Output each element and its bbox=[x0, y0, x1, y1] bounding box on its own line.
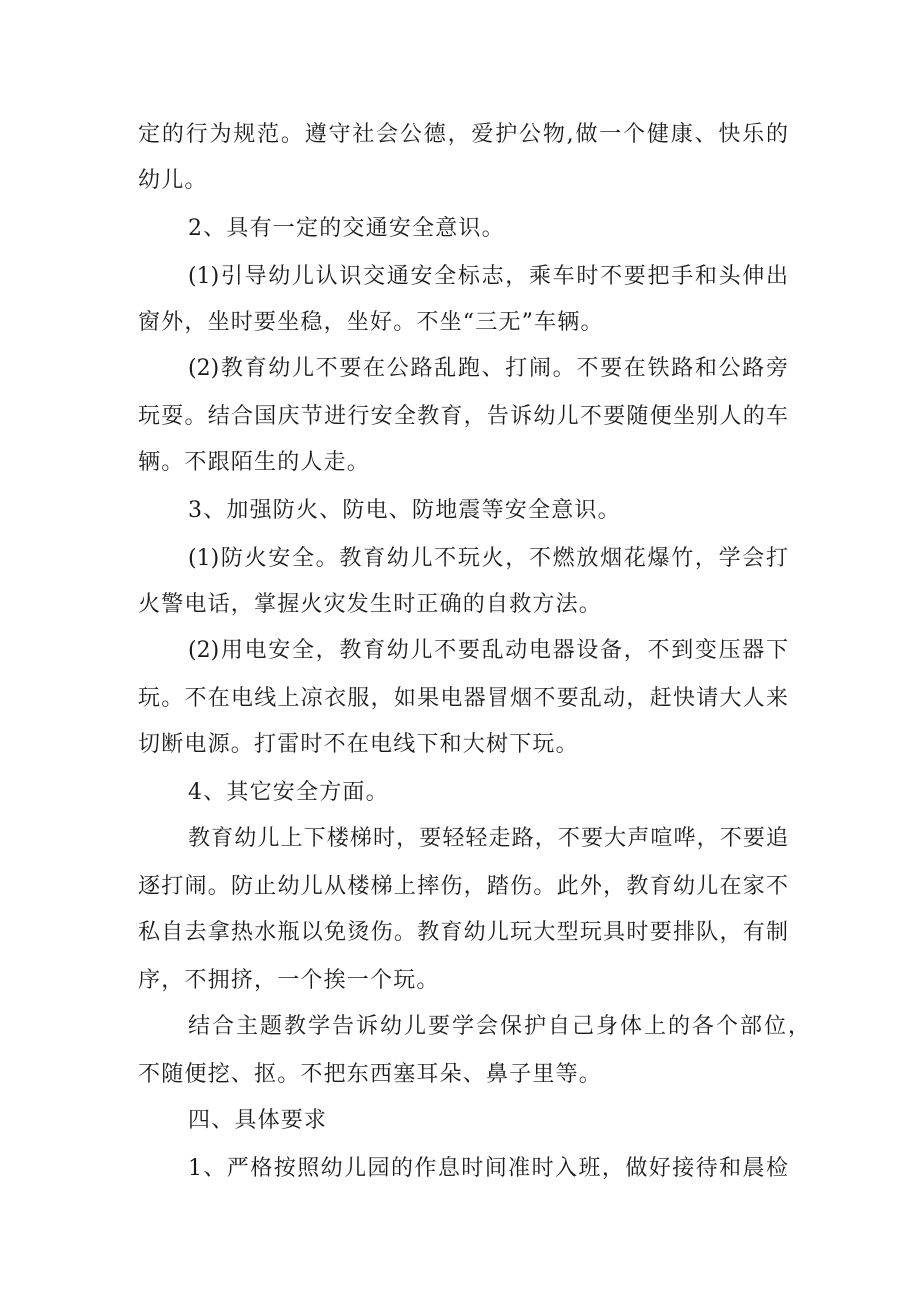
text-line: 切断电源。打雷时不在电线下和大树下玩。 bbox=[138, 732, 579, 757]
text-line: 定的行为规范。遵守社会公德，爱护公物,做一个健康、快乐的 bbox=[138, 122, 788, 147]
text-line: (2)教育幼儿不要在公路乱跑、打闹。不要在铁路和公路旁 bbox=[188, 356, 788, 381]
section-heading: 2、具有一定的交通安全意识。 bbox=[188, 216, 505, 241]
text-line: 辆。不跟陌生的人走。 bbox=[138, 450, 371, 475]
text-line: (1)防火安全。教育幼儿不玩火，不燃放烟花爆竹，学会打 bbox=[188, 546, 788, 571]
text-line: 私自去拿热水瓶以免烫伤。教育幼儿玩大型玩具时要排队，有制 bbox=[138, 920, 788, 945]
text-line: 结合主题教学告诉幼儿要学会保护自己身体上的各个部位， bbox=[188, 1014, 810, 1039]
text-line: 1、严格按照幼儿园的作息时间准时入班，做好接待和晨检 bbox=[188, 1156, 788, 1181]
text-line: (1)引导幼儿认识交通安全标志，乘车时不要把手和头伸出 bbox=[188, 264, 788, 289]
text-line: 火警电话，掌握火灾发生时正确的自救方法。 bbox=[138, 592, 603, 617]
text-line: 教育幼儿上下楼梯时，要轻轻走路，不要大声喧哗，不要追 bbox=[188, 826, 788, 851]
section-heading: 4、其它安全方面。 bbox=[188, 780, 389, 805]
section-heading: 3、加强防火、防电、防地震等安全意识。 bbox=[188, 498, 621, 523]
text-line: 玩耍。结合国庆节进行安全教育，告诉幼儿不要随便坐别人的车 bbox=[138, 404, 788, 429]
text-line: 不随便挖、抠。不把东西塞耳朵、鼻子里等。 bbox=[138, 1062, 603, 1087]
text-line: 玩。不在电线上凉衣服，如果电器冒烟不要乱动，赶快请大人来 bbox=[138, 686, 788, 711]
section-heading: 四、具体要求 bbox=[188, 1108, 328, 1133]
text-line: 逐打闹。防止幼儿从楼梯上摔伤，踏伤。此外，教育幼儿在家不 bbox=[138, 874, 788, 899]
text-line: 窗外，坐时要坐稳，坐好。不坐“三无”车辆。 bbox=[138, 310, 604, 335]
text-line: 幼儿。 bbox=[138, 168, 208, 193]
text-line: 序，不拥挤，一个挨一个玩。 bbox=[138, 968, 440, 993]
text-line: (2)用电安全，教育幼儿不要乱动电器设备，不到变压器下 bbox=[188, 638, 788, 663]
